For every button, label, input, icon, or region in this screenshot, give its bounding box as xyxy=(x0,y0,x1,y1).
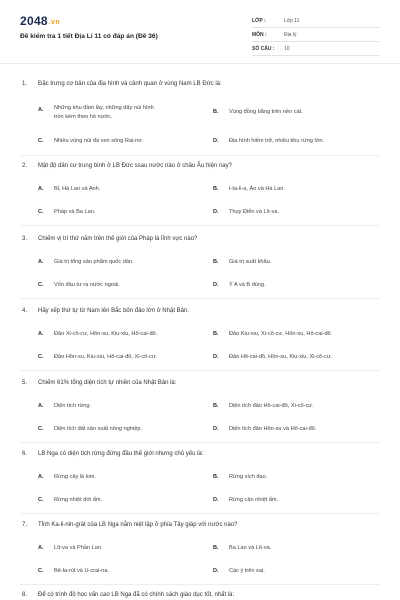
option-b[interactable] xyxy=(213,474,267,480)
header-divider xyxy=(0,63,400,64)
option-letter: A. xyxy=(38,107,44,113)
option-text: Ba Lan và Lít-va. xyxy=(229,545,272,551)
option-letter: A. xyxy=(38,259,44,265)
logo-text: 2048 xyxy=(20,14,48,28)
meta-key: MÔN : xyxy=(252,31,267,38)
option-letter: D. xyxy=(213,354,219,360)
question-number: 3. xyxy=(22,236,28,242)
option-c[interactable] xyxy=(38,568,109,574)
option-text: Rừng xích đạo. xyxy=(229,474,268,480)
option-text: Diện tích rừng. xyxy=(54,403,92,409)
question-text: Hãy xếp thứ tự từ Nam lên Bắc bốn đảo lớn ở Nhật Bản. xyxy=(38,308,189,314)
option-letter: C. xyxy=(38,354,44,360)
option-text: Rừng cây lá kim. xyxy=(54,474,96,480)
option-a[interactable] xyxy=(38,474,96,480)
option-a[interactable] xyxy=(38,259,134,265)
question-number: 7. xyxy=(22,522,28,528)
option-text: Rừng nhiệt đới ẩm. xyxy=(54,497,103,503)
option-text: Đảo Xi-cô-cư, Hôn-su, Kiu-xiu, Hô-cai-đô. xyxy=(54,331,158,337)
question-divider xyxy=(20,370,380,371)
option-d[interactable] xyxy=(213,497,278,503)
option-letter: C. xyxy=(38,138,44,144)
question-number: 1. xyxy=(22,81,28,87)
option-text: Ý A và B đúng. xyxy=(229,282,266,288)
option-text: Giá trị xuất khẩu. xyxy=(229,259,272,265)
option-letter: C. xyxy=(38,209,44,215)
option-c[interactable] xyxy=(38,138,144,144)
question-number: 8. xyxy=(22,592,28,598)
meta-value: Lớp 11 xyxy=(284,17,300,24)
option-text: Địa hình hiểm trở, nhiều khu rừng lớn. xyxy=(229,138,325,144)
option-a[interactable] xyxy=(38,403,91,409)
option-text: I-ta-li-a, Áo và Hà Lan. xyxy=(229,186,285,192)
question-number: 6. xyxy=(22,451,28,457)
meta-row-question-count xyxy=(252,42,380,56)
question-divider xyxy=(20,298,380,299)
option-b[interactable] xyxy=(213,403,314,409)
option-letter: A. xyxy=(38,403,44,409)
question-text: Để có trình độ học vấn cao LB Nga đã có chính sách giáo dục tốt, nhất là: xyxy=(38,592,235,598)
meta-key: LỚP : xyxy=(252,17,266,24)
option-text: Các ý trên sai. xyxy=(229,568,265,574)
option-a[interactable] xyxy=(38,545,103,551)
option-text: Thụy Điển và Lít-va. xyxy=(229,209,280,215)
option-b[interactable] xyxy=(213,545,271,551)
meta-row-class xyxy=(252,14,380,28)
option-letter: B. xyxy=(213,545,219,551)
option-text: Bỉ, Hà Lan và Anh. xyxy=(54,186,101,192)
option-text: Diện tích đảo Hôn-su và Hô-cai-đô. xyxy=(229,426,317,432)
option-letter: D. xyxy=(213,497,219,503)
meta-row-subject xyxy=(252,28,380,42)
page-title: Đề kiểm tra 1 tiết Địa Lí 11 có đáp án (Đề 36) xyxy=(20,33,158,40)
option-text: Diện tích đất sản xuất nông nghiệp. xyxy=(54,426,143,432)
option-c[interactable] xyxy=(38,209,95,215)
option-letter: A. xyxy=(38,331,44,337)
question-stem xyxy=(22,308,189,314)
question-stem xyxy=(22,163,232,169)
question-text: LB Nga có diện tích rừng đứng đầu thế giới nhưng chủ yếu là: xyxy=(38,451,204,457)
option-letter: D. xyxy=(213,138,219,144)
option-letter: B. xyxy=(213,186,219,192)
option-letter: B. xyxy=(213,109,219,115)
option-letter: A. xyxy=(38,186,44,192)
meta-value: Địa lý xyxy=(284,31,297,38)
question-stem xyxy=(22,592,234,598)
option-text: Rừng cận nhiệt ẩm. xyxy=(229,497,279,503)
option-letter: D. xyxy=(213,209,219,215)
question-text: Mật độ dân cư trung bình ở LB Đức ssau nước nào ở châu Âu hiện nay? xyxy=(38,163,232,169)
question-text: Tỉnh Ka-li-nin-grát của LB Nga nằm niệt lập ở phía Tây giáp với nước nào? xyxy=(38,522,238,528)
option-b[interactable] xyxy=(213,186,285,192)
option-letter: C. xyxy=(38,282,44,288)
option-text: Diện tích đảo Hô-cai-đô, Xi-cô-cư. xyxy=(229,403,314,409)
option-d[interactable] xyxy=(213,426,316,432)
option-text: Nhiều vùng núi đá ven sông Rai-nơ. xyxy=(54,138,144,144)
option-text: Giá trị tổng sản phẩm quốc dân. xyxy=(54,259,134,265)
option-d[interactable] xyxy=(213,568,265,574)
option-letter: C. xyxy=(38,568,44,574)
option-letter: D. xyxy=(213,282,219,288)
option-letter: B. xyxy=(213,259,219,265)
logo-suffix: .vn xyxy=(48,19,60,26)
question-number: 5. xyxy=(22,380,28,386)
question-stem xyxy=(22,522,237,528)
question-divider xyxy=(20,155,380,156)
site-logo[interactable] xyxy=(20,14,60,28)
option-b[interactable] xyxy=(213,109,303,115)
option-text xyxy=(54,104,154,121)
option-text-line: tròn kèm theo hồ nước. xyxy=(54,113,113,120)
option-letter: B. xyxy=(213,403,219,409)
option-b[interactable] xyxy=(213,259,271,265)
option-c[interactable] xyxy=(38,426,142,432)
question-stem xyxy=(22,236,197,242)
option-a[interactable] xyxy=(38,331,157,337)
option-letter: D. xyxy=(213,568,219,574)
question-number: 4. xyxy=(22,308,28,314)
option-a[interactable] xyxy=(38,104,154,121)
question-divider xyxy=(20,442,380,443)
option-d[interactable] xyxy=(213,209,279,215)
option-d[interactable] xyxy=(213,354,332,360)
option-letter: A. xyxy=(38,545,44,551)
question-text: Chiếm vị trí thứ năm trên thế giới của Pháp là lĩnh vực nào? xyxy=(38,236,198,242)
page-header xyxy=(0,0,400,66)
option-text: Đảo Kiu-xiu, Xi-cô-cư, Hôn-su, Hô-cai-đô. xyxy=(229,331,333,337)
question-stem xyxy=(22,81,222,87)
question-number: 2. xyxy=(22,163,28,169)
question-divider xyxy=(20,225,380,226)
option-letter: D. xyxy=(213,426,219,432)
question-text: Chiếm 61% tổng diện tích tự nhiên của Nhật Bản là: xyxy=(38,380,177,386)
option-d[interactable] xyxy=(213,138,324,144)
question-stem xyxy=(22,380,176,386)
option-text: Vùng đồng bằng trên nền cát. xyxy=(229,109,303,115)
option-text: Đảo Hôn-su, Kiu-xiu, Hô-cai-đô, Xi-cô-cư. xyxy=(54,354,158,360)
question-text: Đặc trưng cơ bản của địa hình và cảnh quan ở vùng Nam LB Đức là: xyxy=(38,81,222,87)
question-divider xyxy=(20,513,380,514)
exam-meta-table xyxy=(252,14,380,56)
option-letter: C. xyxy=(38,426,44,432)
option-c[interactable] xyxy=(38,354,157,360)
option-text: Đảo Hô-cai-đô, Hôn-su, Kiu-xiu, Xi-cô-cư. xyxy=(229,354,333,360)
option-c[interactable] xyxy=(38,497,102,503)
option-c[interactable] xyxy=(38,282,120,288)
option-letter: C. xyxy=(38,497,44,503)
option-text: Lít-va và Phần Lan. xyxy=(54,545,103,551)
question-divider xyxy=(20,584,380,585)
option-text: Bê-la-rút và U-crai-na. xyxy=(54,568,110,574)
question-stem xyxy=(22,451,203,457)
option-b[interactable] xyxy=(213,331,332,337)
meta-key: SỐ CÂU : xyxy=(252,45,275,52)
option-d[interactable] xyxy=(213,282,266,288)
option-text: Vốn đầu tư ra nước ngoài. xyxy=(54,282,120,288)
option-text: Pháp và Ba Lan. xyxy=(54,209,96,215)
option-letter: B. xyxy=(213,331,219,337)
option-letter: A. xyxy=(38,474,44,480)
option-a[interactable] xyxy=(38,186,100,192)
option-letter: B. xyxy=(213,474,219,480)
meta-value: 10 xyxy=(284,45,290,52)
option-text-line: Những khu đầm lầy, những dãy núi hình xyxy=(54,105,154,111)
